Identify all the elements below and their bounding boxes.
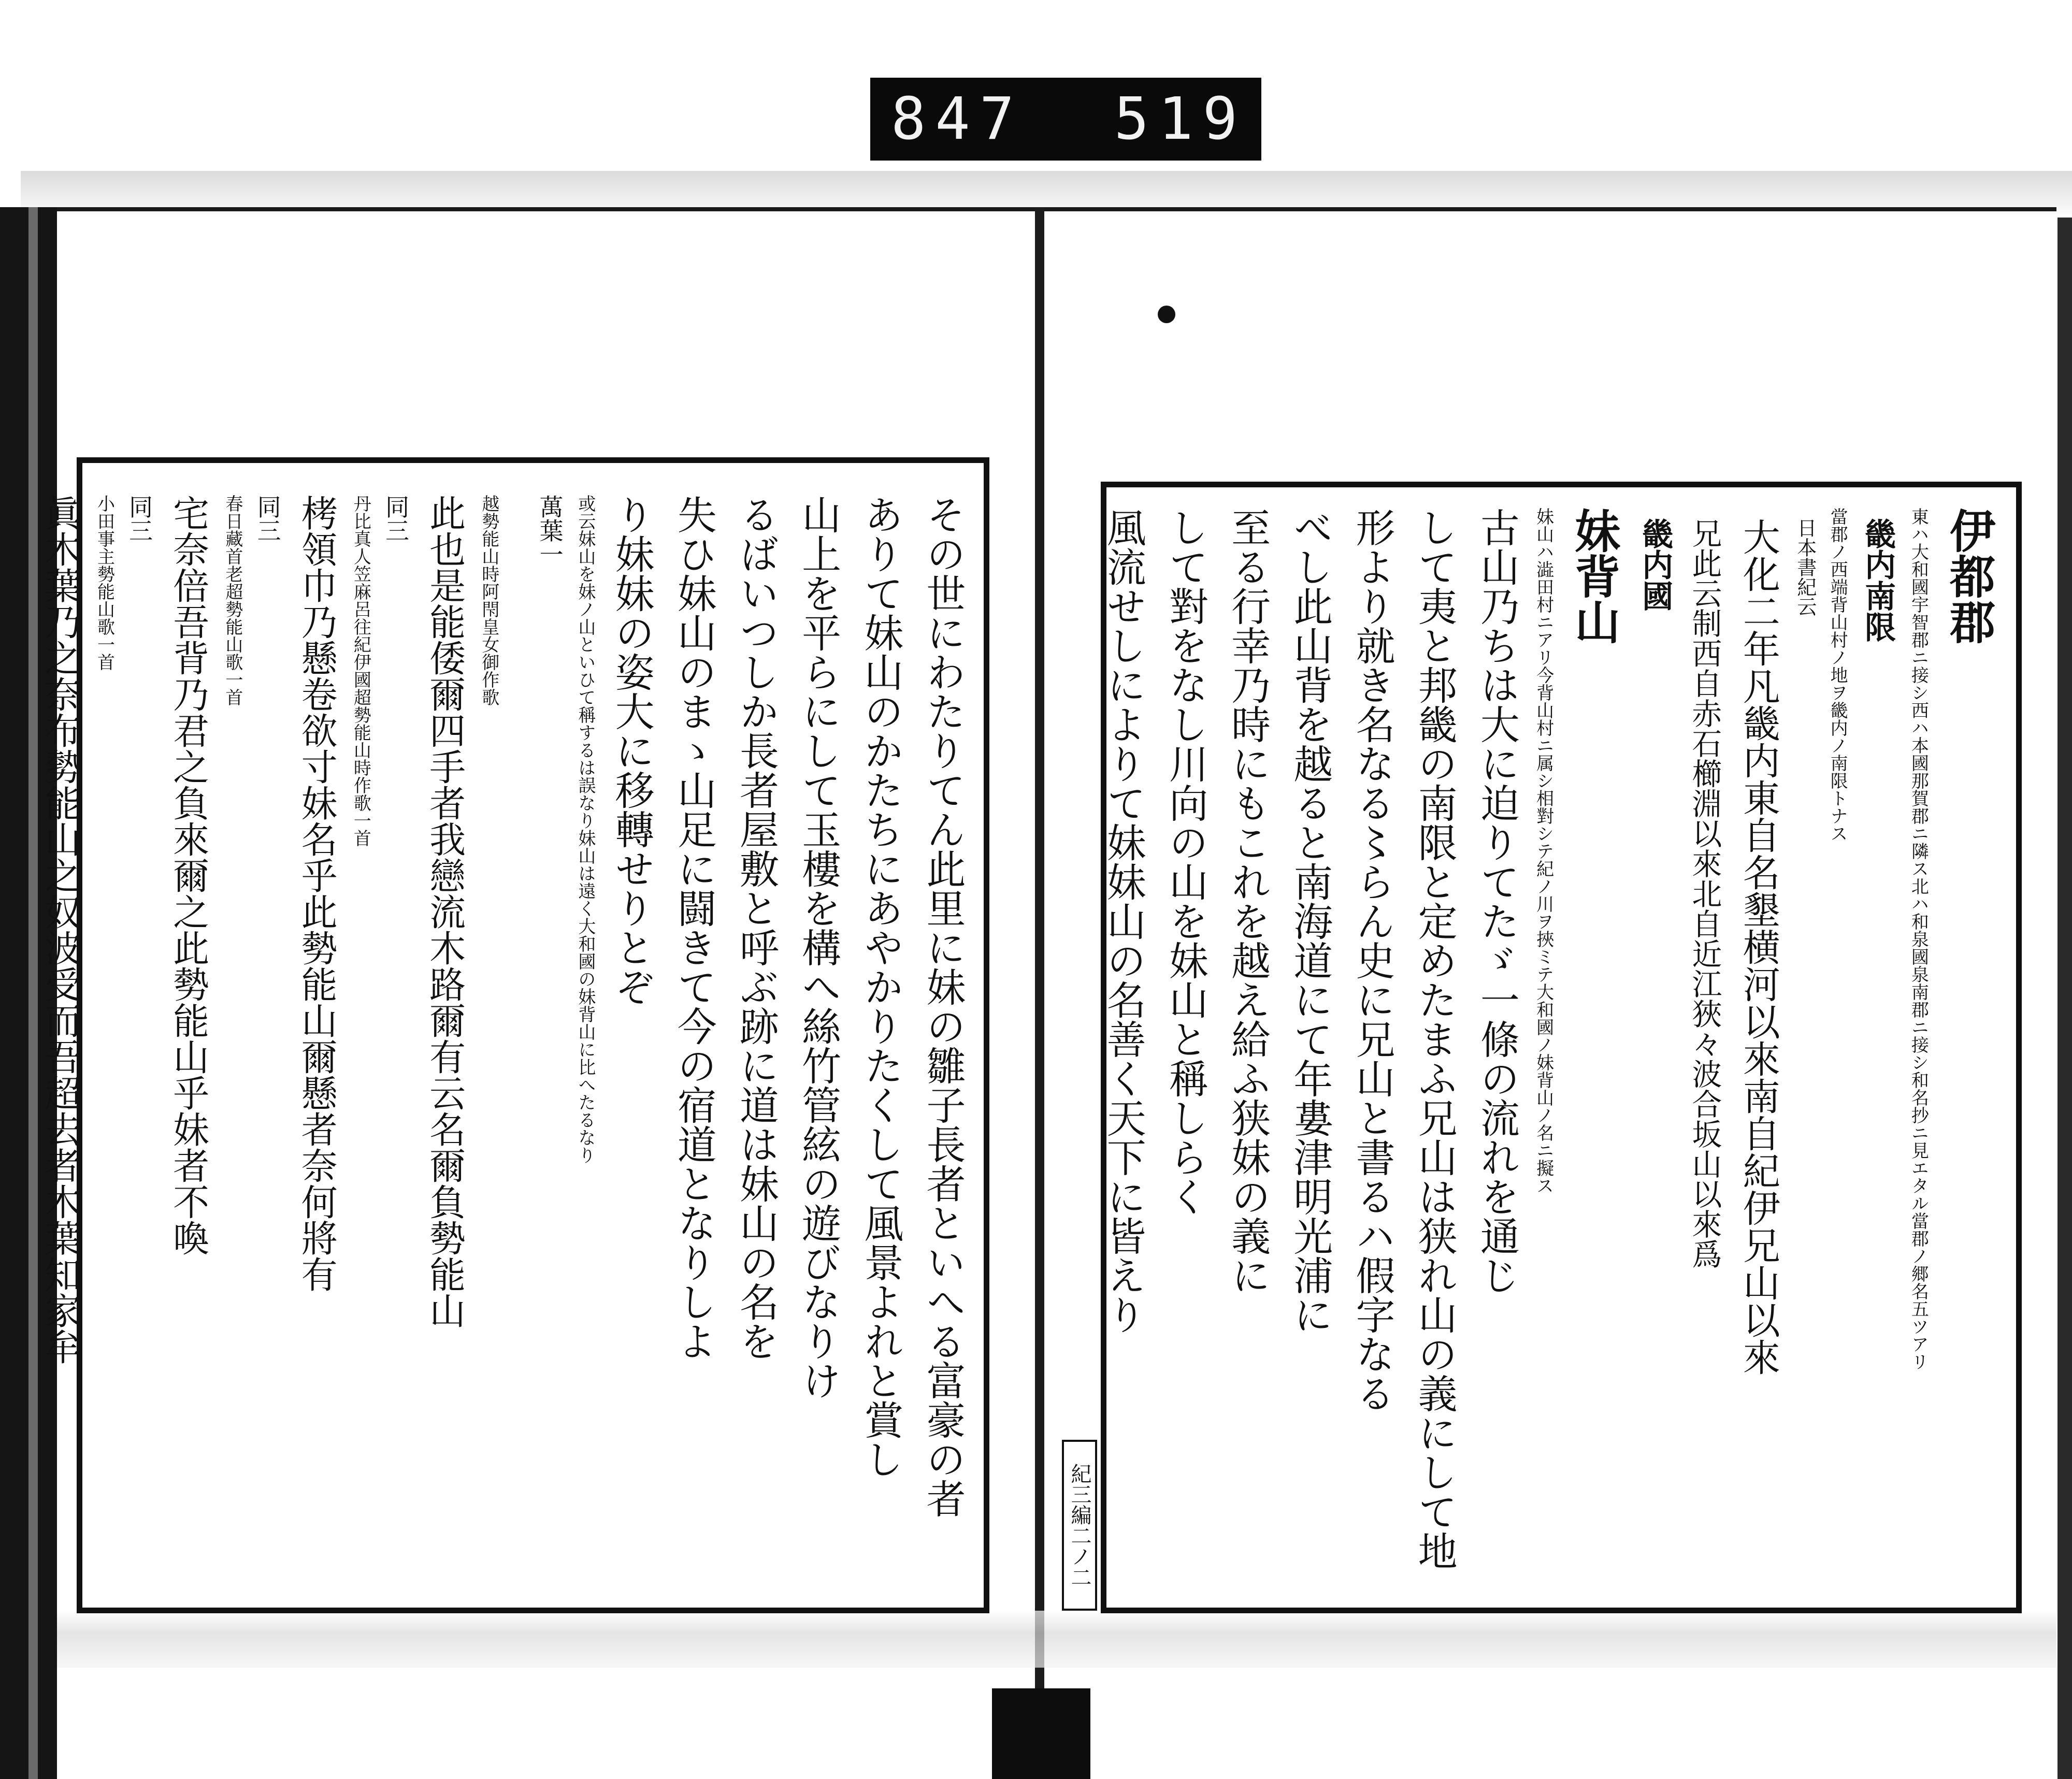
prose-line: その世にわたりてん此里に妹の雛子長者といへる富豪の者: [920, 495, 966, 1518]
prose-line: るばいつしか長者屋敷と呼ぶ跡に道は妹山の名を: [733, 495, 780, 1361]
poem-intro: 越勢能山時阿閇皇女御作歌: [478, 495, 499, 706]
district-note: 東ハ大和國宇智郡ニ接シ西ハ本國那賀郡ニ隣ス北ハ和泉國泉南郡ニ接シ和名抄ニ見エタル當郡ノ郷名五ツアリ: [1908, 508, 1929, 1370]
catalog-number-right: 519: [1114, 85, 1247, 153]
catalog-label: [870, 78, 1261, 161]
scan-bottom-shadow: [57, 1611, 2056, 1668]
poem-source: 同三: [382, 495, 410, 542]
prose-line: り妹妹の姿大に移轉せりとぞ: [609, 495, 655, 1006]
poem-line: 宅奈倍吾背乃君之負來爾之此勢能山乎妹者不喚: [167, 495, 210, 1256]
catalog-number-left: 847: [891, 85, 1024, 153]
source-citation: 日本書紀云: [1793, 518, 1817, 616]
edict-line: 大化二年凡畿内東自名墾横河以來南自紀伊兄山以來: [1736, 518, 1780, 1376]
prose-line: 失ひ妹山のまゝ山足に闘きて今の宿道となりしよ: [671, 495, 717, 1361]
poem-intro: 丹比真人笠麻呂往紀伊國超勢能山時作歌一首: [350, 495, 371, 847]
folio-marker: 紀三編二ノ二: [1062, 1440, 1097, 1611]
poem-source: 同三: [125, 495, 154, 542]
prose-line: 古山乃ちは大に迫りてたゞ一條の流れを通じ: [1474, 508, 1520, 1295]
prose-line: 風流せしによりて妹妹山の名善く天下に皆えり: [1100, 508, 1147, 1334]
heading-boundary: 畿内南限: [1860, 518, 1896, 642]
poem-line: 栲領巾乃懸卷欲寸妹名乎此勢能山爾懸者奈何將有: [295, 495, 338, 1292]
edict-line: 兄此云制西自赤石櫛淵以來北自近江狹々波合坂山以來爲: [1687, 518, 1722, 1269]
prose-line: して夷と邦畿の南限と定めたまふ兄山は狭れ山の義にして地: [1412, 508, 1458, 1570]
right-page-body: [1100, 497, 2002, 1600]
book-right-edge: [2057, 218, 2072, 1779]
prose-line: 山上を平らにして玉樓を構へ絲竹管絃の遊びなりけ: [795, 495, 842, 1400]
prose-line: して對をなし川向の山を妹山と稱しらく: [1162, 508, 1209, 1216]
ink-speck: [1158, 306, 1175, 323]
prose-line: 形より就き名なる〻らん史に兄山と書るハ假字なる: [1349, 508, 1395, 1413]
boundary-note: 當郡ノ西端背山村ノ地ヲ畿内ノ南限トナス: [1827, 508, 1848, 842]
heading-province: 畿内國: [1637, 518, 1674, 611]
mountain-note: 妹山ハ澁田村ニアリ今背山村ニ属シ相對シテ紀ノ川ヲ挾ミテ大和國ノ妹背山ノ名ニ擬ス: [1533, 508, 1554, 1194]
prose-line: べし此山背を越ると南海道にて年婁津明光浦に: [1287, 508, 1333, 1334]
poem-source: 萬葉一: [536, 495, 564, 566]
left-page-body: [39, 484, 971, 1598]
heading-mountain: 妹背山: [1567, 508, 1622, 644]
heading-district: 伊都郡: [1942, 508, 1996, 644]
book-gutter: [1035, 207, 1044, 1779]
gutter-foot-shadow: [992, 1688, 1090, 1779]
poem-intro: 小田事主勢能山歌一首: [94, 495, 115, 671]
prose-line: ありて妹山のかたちにあやかりたくして風景よれと賞し: [857, 495, 904, 1479]
book-top-edge: [57, 207, 2056, 211]
poem-line: 眞木葉乃之奈布勢能山之奴波受而吾超去者木葉知家牟: [39, 495, 82, 1365]
poem-line: 此也是能倭爾四手者我戀流木路爾有云名爾負勢能山: [423, 495, 466, 1328]
poem-intro: 春日藏首老超勢能山歌一首: [222, 495, 243, 706]
prose-note: 或云妹山を妹ノ山といひて稱するは誤なり妹山は遠く大和國の妹背山に比へたるなり: [574, 495, 596, 1164]
prose-line: 至る行幸乃時にもこれを越え給ふ狭妹の義に: [1225, 508, 1271, 1295]
poem-source: 同三: [253, 495, 282, 542]
